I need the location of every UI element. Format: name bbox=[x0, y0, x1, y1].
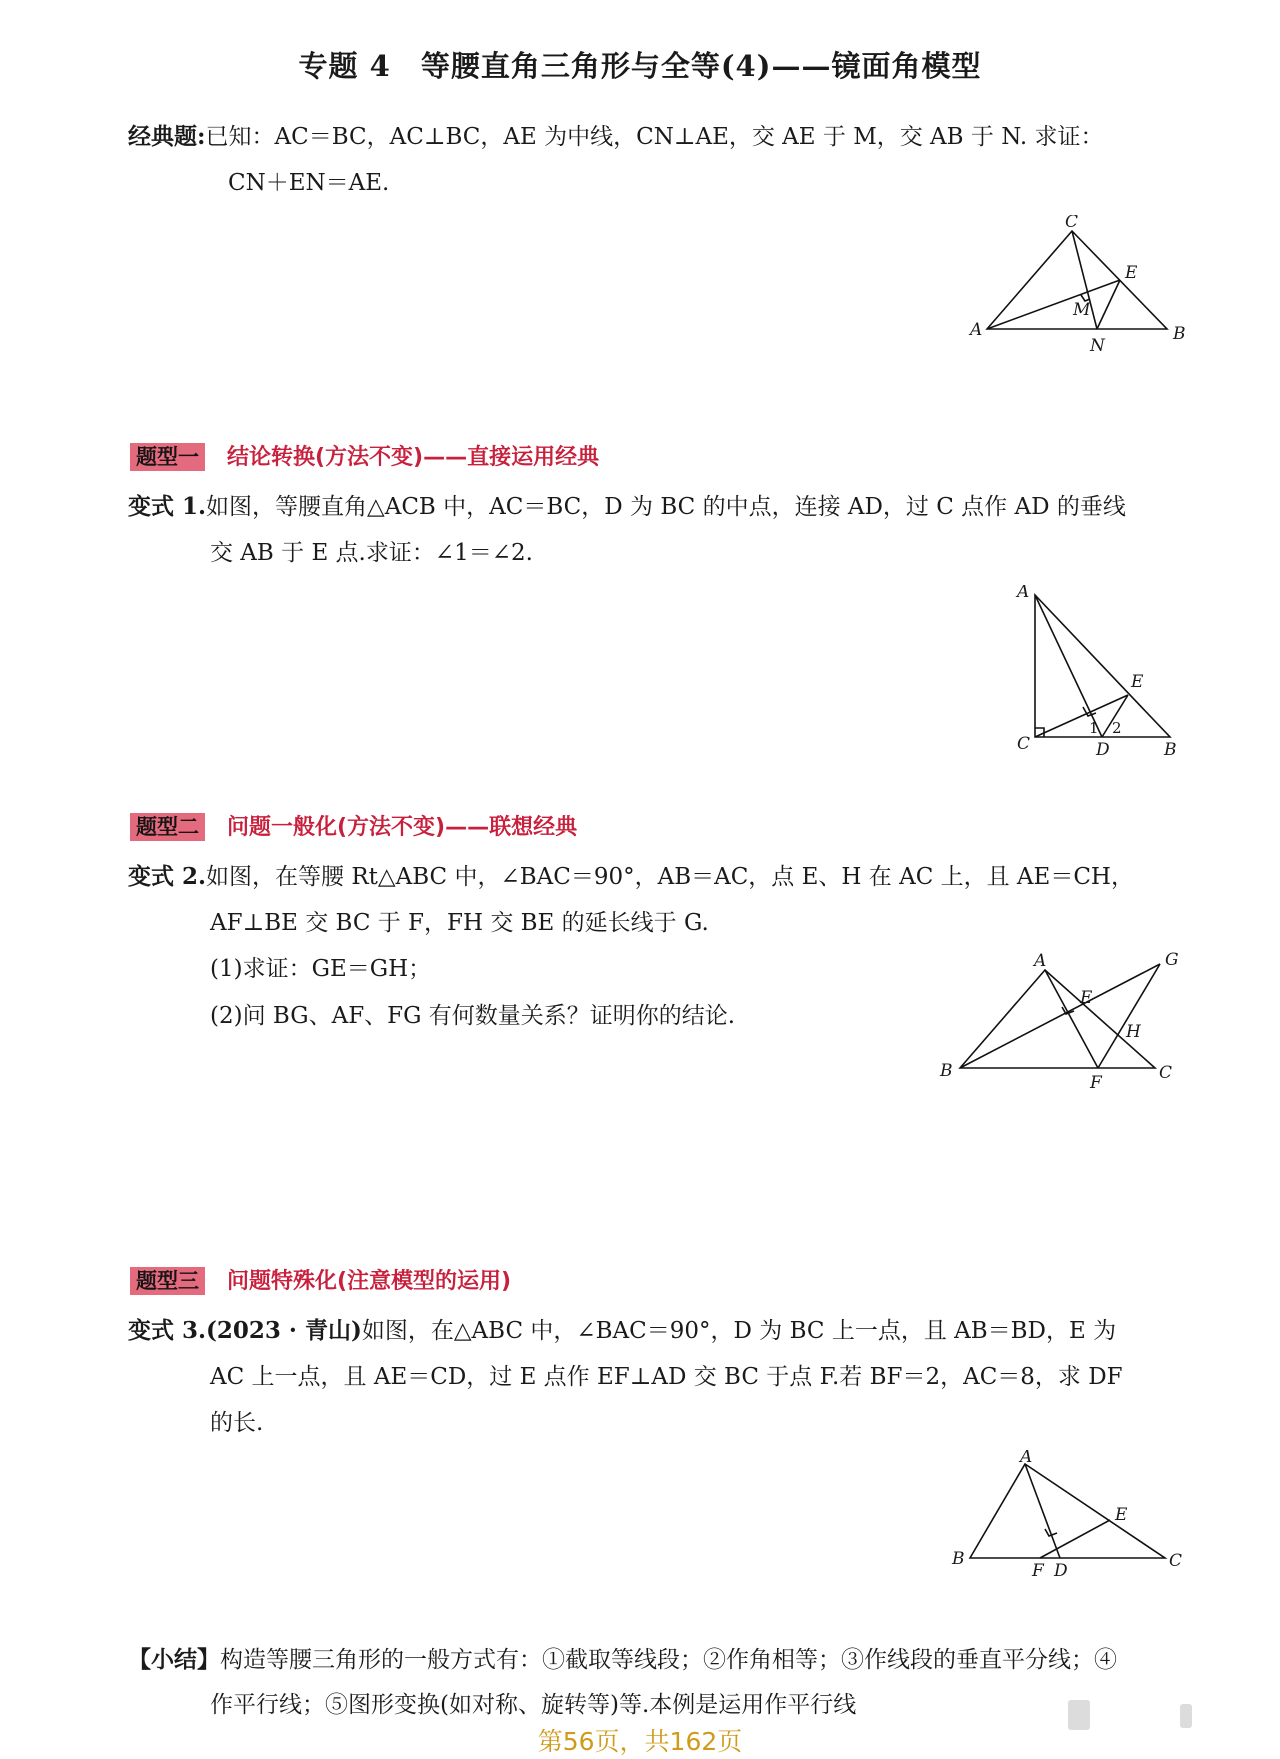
type3-source: (2023 · 青山) bbox=[206, 1317, 362, 1344]
type2-question2: (2)问 BG、AF、FG 有何数量关系？证明你的结论. bbox=[210, 1003, 736, 1029]
fig0-label-a: A bbox=[970, 320, 983, 340]
fig1-label-e: E bbox=[1131, 672, 1144, 692]
summary-line1 bbox=[128, 1645, 1117, 1675]
fig1-label-c: C bbox=[1017, 734, 1031, 754]
fig2-label-e: E bbox=[1080, 988, 1093, 1008]
type2-tag: 题型二 bbox=[130, 813, 205, 841]
fig2-label-h: H bbox=[1126, 1022, 1141, 1042]
type3-tag: 题型三 bbox=[130, 1267, 205, 1295]
type2-question1: (1)求证：GE＝GH； bbox=[210, 956, 432, 982]
classic-problem-line1 bbox=[128, 122, 1103, 152]
type1-heading: 结论转换(方法不变)——直接运用经典 bbox=[227, 445, 600, 470]
type1-header bbox=[130, 443, 599, 473]
segment-bg bbox=[960, 964, 1160, 1068]
classic-problem-label: 经典题: bbox=[128, 123, 206, 150]
fig0-label-e: E bbox=[1125, 263, 1138, 283]
segment-ad bbox=[1035, 595, 1102, 737]
fig2-label-a: A bbox=[1034, 951, 1047, 971]
type2-line2: AF⊥BE 交 BC 于 F，FH 交 BE 的延长线于 G. bbox=[210, 910, 709, 936]
fig1-angle-2: 2 bbox=[1112, 719, 1122, 737]
fig1-label-d: D bbox=[1096, 740, 1110, 760]
fig0-label-c: C bbox=[1065, 215, 1079, 232]
type1-line1 bbox=[128, 492, 1126, 522]
page-number: 第56页，共162页 bbox=[537, 1727, 743, 1756]
summary-line2: 作平行线；⑤图形变换(如对称、旋转等)等.本例是运用作平行线 bbox=[210, 1692, 857, 1718]
figure-variant3 bbox=[950, 1450, 1190, 1590]
type3-heading: 问题特殊化(注意模型的运用) bbox=[227, 1269, 512, 1294]
type1-label: 变式 1. bbox=[128, 493, 207, 520]
type3-text: 如图，在△ABC 中，∠BAC＝90°，D 为 BC 上一点，且 AB＝BD，E 为 bbox=[361, 1318, 1117, 1344]
figure-variant1 bbox=[1005, 585, 1205, 760]
fig3-label-a: A bbox=[1020, 1450, 1033, 1467]
type1-line2: 交 AB 于 E 点.求证：∠1＝∠2. bbox=[210, 540, 533, 566]
type1-text: 如图，等腰直角△ACB 中，AC＝BC，D 为 BC 的中点，连接 AD，过 C 点作 AD 的垂线 bbox=[206, 494, 1126, 520]
fig0-label-n: N bbox=[1090, 336, 1105, 356]
fig2-label-b: B bbox=[940, 1061, 953, 1081]
fig2-label-g: G bbox=[1165, 950, 1179, 970]
fig3-label-e: E bbox=[1115, 1505, 1128, 1525]
summary-text: 构造等腰三角形的一般方式有：①截取等线段；②作角相等；③作线段的垂直平分线；④ bbox=[220, 1647, 1117, 1673]
type3-label: 变式 3. bbox=[128, 1317, 207, 1344]
type2-heading: 问题一般化(方法不变)——联想经典 bbox=[227, 815, 578, 840]
figure-variant2 bbox=[930, 950, 1190, 1100]
type3-header bbox=[130, 1267, 511, 1297]
type3-line2: AC 上一点，且 AE＝CD，过 E 点作 EF⊥AD 交 BC 于点 F.若 BF＝2，AC＝8，求 DF bbox=[210, 1364, 1123, 1390]
type3-line1 bbox=[128, 1316, 1116, 1346]
page-title: 专题 4 等腰直角三角形与全等(4)——镜面角模型 bbox=[298, 49, 982, 83]
segment-ad bbox=[1025, 1464, 1060, 1558]
type2-header bbox=[130, 813, 577, 843]
fig2-label-c: C bbox=[1159, 1063, 1173, 1083]
fig0-label-m: M bbox=[1073, 300, 1091, 320]
type1-tag: 题型一 bbox=[130, 443, 205, 471]
type2-text: 如图，在等腰 Rt△ABC 中，∠BAC＝90°，AB＝AC，点 E、H 在 AC 上，且 AE＝CH， bbox=[206, 864, 1134, 890]
fig3-label-b: B bbox=[952, 1549, 965, 1569]
classic-problem-line2: CN＋EN＝AE. bbox=[228, 170, 390, 196]
type3-line3: 的长. bbox=[210, 1410, 264, 1436]
fig0-label-b: B bbox=[1173, 324, 1186, 344]
fig3-label-c: C bbox=[1169, 1551, 1183, 1571]
fig1-label-a: A bbox=[1017, 585, 1030, 602]
fig3-label-f: F bbox=[1032, 1561, 1044, 1581]
triangle-acb bbox=[1035, 595, 1170, 737]
fig2-label-f: F bbox=[1090, 1073, 1102, 1093]
summary-label: 【小结】 bbox=[128, 1646, 220, 1673]
type2-label: 变式 2. bbox=[128, 863, 207, 890]
fig3-label-d: D bbox=[1054, 1561, 1068, 1581]
fig1-label-b: B bbox=[1164, 740, 1177, 760]
segment-ef bbox=[1040, 1520, 1110, 1558]
fig1-angle-1: 1 bbox=[1089, 719, 1099, 737]
classic-problem-text: 已知：AC＝BC，AC⊥BC，AE 为中线，CN⊥AE，交 AE 于 M，交 AB 于 N. 求证： bbox=[205, 124, 1104, 150]
type2-line1 bbox=[128, 862, 1134, 892]
figure-classic bbox=[960, 215, 1200, 360]
